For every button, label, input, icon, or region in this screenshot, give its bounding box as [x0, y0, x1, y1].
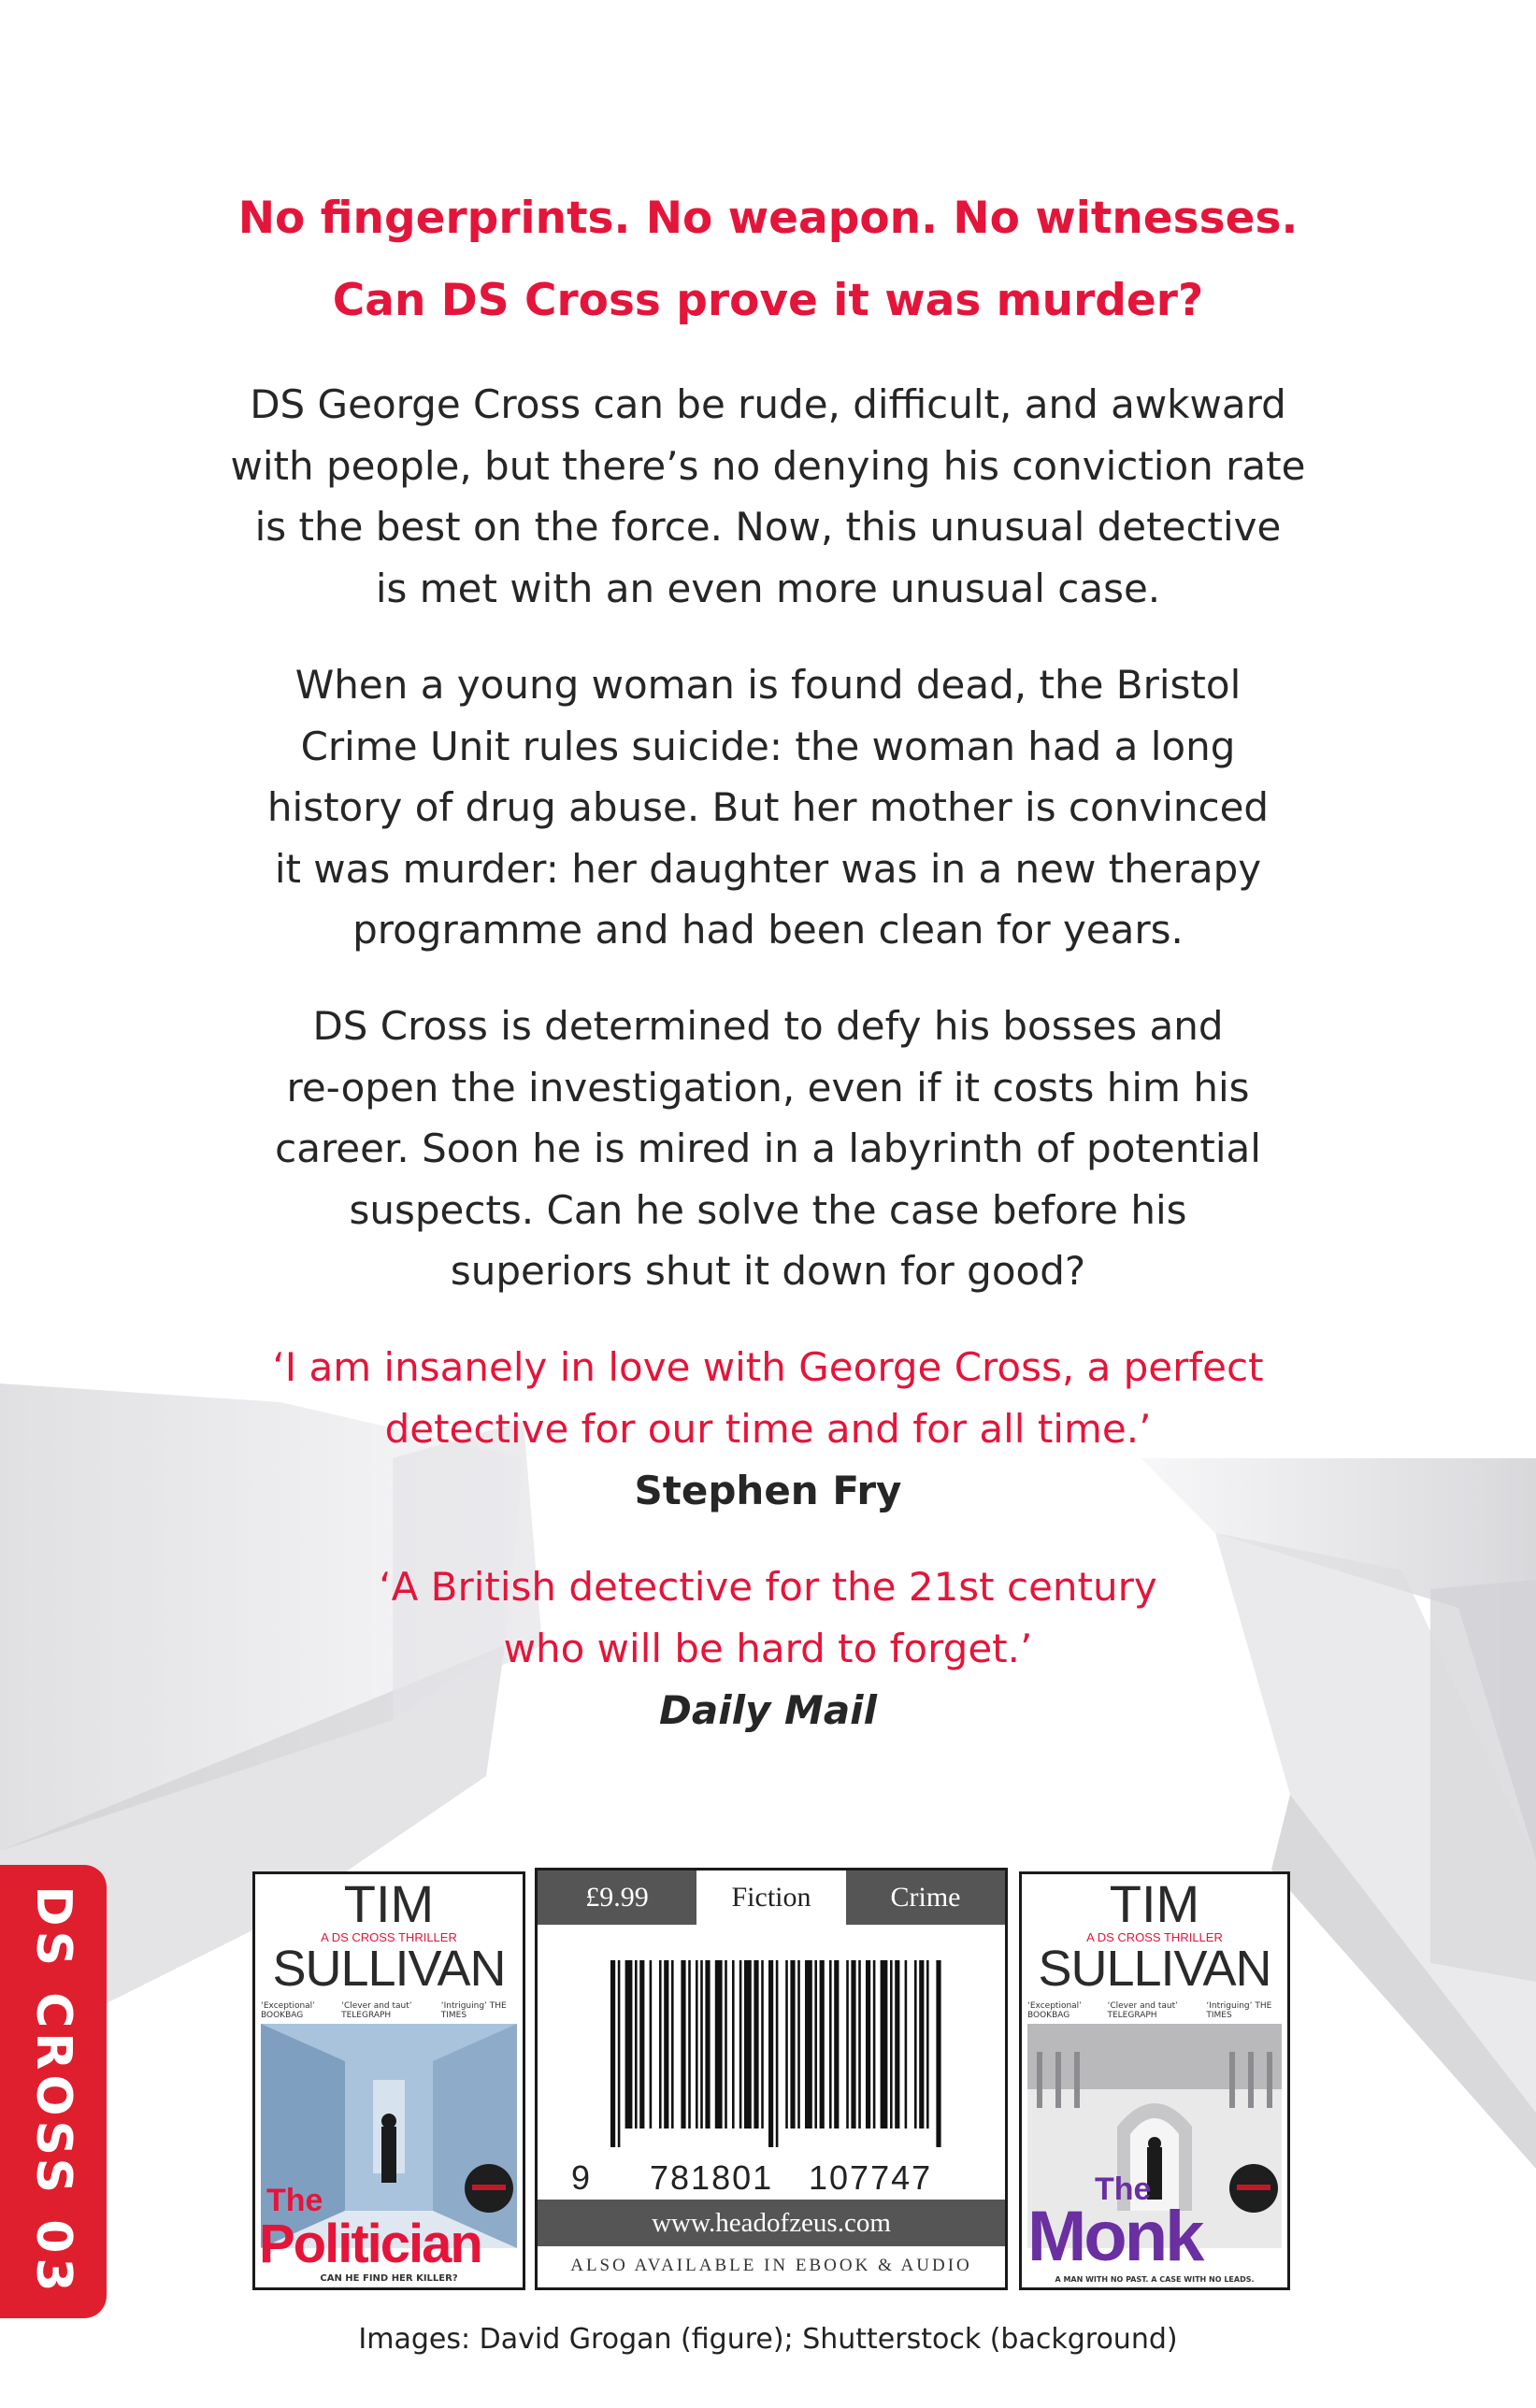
barcode-bar: [610, 1960, 615, 2147]
formats-note: ALSO AVAILABLE IN EBOOK & AUDIO: [570, 2256, 972, 2275]
cover-author-last: SULLIVAN: [272, 1941, 506, 1997]
barcode-panel: [535, 1868, 1008, 2290]
cover-blurb: ‘Clever and taut’ TELEGRAPH: [341, 2001, 412, 2020]
blurb-line: history of drug abuse. But her mother is convinced: [266, 784, 1270, 830]
blurb-line: When a young woman is found dead, the Bristol: [294, 662, 1242, 708]
blurb-line: DS Cross is determined to defy his bosses and: [312, 1003, 1224, 1049]
barcode-bar: [895, 1960, 899, 2128]
quote-attribution: Stephen Fry: [634, 1468, 902, 1513]
barcode-bar: [881, 1960, 888, 2128]
barcode-bar: [936, 1960, 940, 2147]
barcode-bars: [607, 1960, 943, 2147]
barcode-bar: [926, 1960, 929, 2128]
barcode-bar: [705, 1960, 710, 2128]
cover-blurb: ‘Exceptional’ BOOKBAG: [1027, 2001, 1083, 2020]
cover-blurbs: [261, 2001, 517, 2020]
barcode-bar: [776, 1960, 779, 2147]
blurb-line: superiors shut it down for good?: [450, 1248, 1086, 1294]
tagline-line-2: Can DS Cross prove it was murder?: [332, 275, 1204, 326]
cover-series: A DS CROSS THRILLER: [321, 1930, 457, 1944]
blurb-paragraph-3: [187, 996, 1349, 1302]
barcode-bar: [700, 1960, 703, 2128]
cover-tagline: CAN HE FIND HER KILLER?: [320, 2273, 458, 2284]
quote-line: detective for our time and for all time.’: [384, 1406, 1152, 1452]
barcode-bar: [696, 1960, 698, 2128]
blurb-line: is met with an even more unusual case.: [375, 565, 1161, 611]
image-credits: Images: David Grogan (figure); Shutterstock (background): [358, 2323, 1178, 2356]
blurb-line: is the best on the force. Now, this unusual detective: [254, 504, 1282, 550]
barcode-bar: [744, 1960, 752, 2128]
cover-author-first: TIM: [1109, 1874, 1200, 1933]
blurb-line: suspects. Can he solve the case before his: [349, 1186, 1187, 1233]
blurb-line: with people, but there’s no denying his conviction rate: [230, 442, 1306, 489]
cover-tagline: A MAN WITH NO PAST. A CASE WITH NO LEADS.: [1055, 2275, 1255, 2284]
barcode-bar: [688, 1960, 691, 2128]
barcode-bar: [814, 1960, 817, 2128]
barcode-bar: [820, 1960, 825, 2128]
blurb-line: DS George Cross can be rude, difficult, and awkward: [250, 381, 1286, 427]
barcode-bar: [664, 1960, 668, 2128]
blurb-line: Crime Unit rules suicide: the woman had a long: [300, 723, 1236, 769]
barcode-bar: [725, 1960, 727, 2128]
cover-blurbs: [1027, 2001, 1282, 2020]
barcode-bar: [659, 1960, 662, 2128]
barcode-bar: [829, 1960, 832, 2128]
price-label: £9.99: [538, 1870, 696, 1925]
series-spine-tab: [0, 1865, 107, 2318]
blurb-line: programme and had been clean for years.: [352, 907, 1184, 953]
barcode-bar: [790, 1960, 795, 2128]
barcode-bar: [732, 1960, 735, 2128]
tagline-line-1: No fingerprints. No weapon. No witnesses.: [237, 193, 1299, 244]
book-cover-monk: [1019, 1871, 1290, 2290]
barcode-bar: [681, 1960, 685, 2128]
cover-blurb: ‘Intriguing’ THE TIMES: [1206, 2001, 1272, 2020]
barcode-bar: [914, 1960, 917, 2128]
quote-line: ‘I am insanely in love with George Cross, a perfect: [272, 1344, 1264, 1390]
genre-label-crime: Crime: [846, 1870, 1005, 1925]
barcode-bar: [919, 1960, 924, 2128]
cover-author-first: TIM: [343, 1874, 435, 1933]
barcode-bar: [618, 1960, 621, 2147]
review-quote-1: [140, 1337, 1396, 1522]
quote-line: ‘A British detective for the 21st century: [379, 1564, 1157, 1610]
cover-title-small: The: [266, 2183, 323, 2218]
cover-title-large: Politician: [259, 2214, 481, 2274]
barcode-bar: [805, 1960, 812, 2128]
barcode-bar: [671, 1960, 674, 2128]
cover-series: A DS CROSS THRILLER: [1086, 1930, 1223, 1944]
series-label: DS CROSS 03: [25, 1885, 81, 2297]
barcode-bar: [639, 1960, 644, 2128]
review-quote-2: [140, 1556, 1396, 1742]
cover-blurb: ‘Intriguing’ THE TIMES: [440, 2001, 507, 2020]
blurb-line: re-open the investigation, even if it costs him his: [286, 1064, 1250, 1111]
barcode-bar: [625, 1960, 633, 2128]
quote-line: who will be hard to forget.’: [503, 1626, 1033, 1671]
cover-blurb: ‘Exceptional’ BOOKBAG: [261, 2001, 316, 2020]
cover-author-last: SULLIVAN: [1038, 1941, 1271, 1997]
barcode-bar: [858, 1960, 861, 2128]
publisher-url: www.headofzeus.com: [538, 2200, 1005, 2246]
cover-title-small: The: [1095, 2172, 1152, 2207]
barcode-bar: [761, 1960, 764, 2128]
barcode-bar: [715, 1960, 723, 2128]
blurb-line: career. Soon he is mired in a labyrinth of potential: [275, 1125, 1261, 1171]
barcode-bar: [739, 1960, 742, 2128]
barcode-bar: [650, 1960, 653, 2128]
tagline: [0, 178, 1536, 342]
blurb-paragraph-1: [187, 374, 1349, 619]
genre-label-fiction: Fiction: [696, 1870, 846, 1925]
barcode-digits-left: 781801: [650, 2158, 774, 2197]
barcode-bar: [834, 1960, 839, 2128]
barcode-bar: [905, 1960, 908, 2128]
barcode-bar: [851, 1960, 855, 2128]
barcode-bar: [635, 1960, 638, 2128]
barcode-bar: [754, 1960, 758, 2128]
barcode-digits-right: 107747: [809, 2158, 933, 2197]
barcode-digit-lead: 9: [571, 2158, 591, 2197]
barcode-bar: [866, 1960, 870, 2128]
barcode-bar: [890, 1960, 893, 2128]
blurb-line: it was murder: her daughter was in a new therapy: [274, 845, 1262, 892]
cover-blurb: ‘Clever and taut’ TELEGRAPH: [1107, 2001, 1179, 2020]
cover-title-large: Monk: [1027, 2197, 1202, 2276]
barcode-bar: [768, 1960, 773, 2147]
blurb-paragraph-2: [187, 654, 1349, 961]
barcode-bar: [785, 1960, 788, 2128]
barcode-bar: [873, 1960, 876, 2128]
barcode-bar: [846, 1960, 849, 2128]
book-cover-politician: [252, 1871, 525, 2290]
quote-attribution: Daily Mail: [659, 1687, 877, 1733]
barcode-bar: [797, 1960, 800, 2128]
